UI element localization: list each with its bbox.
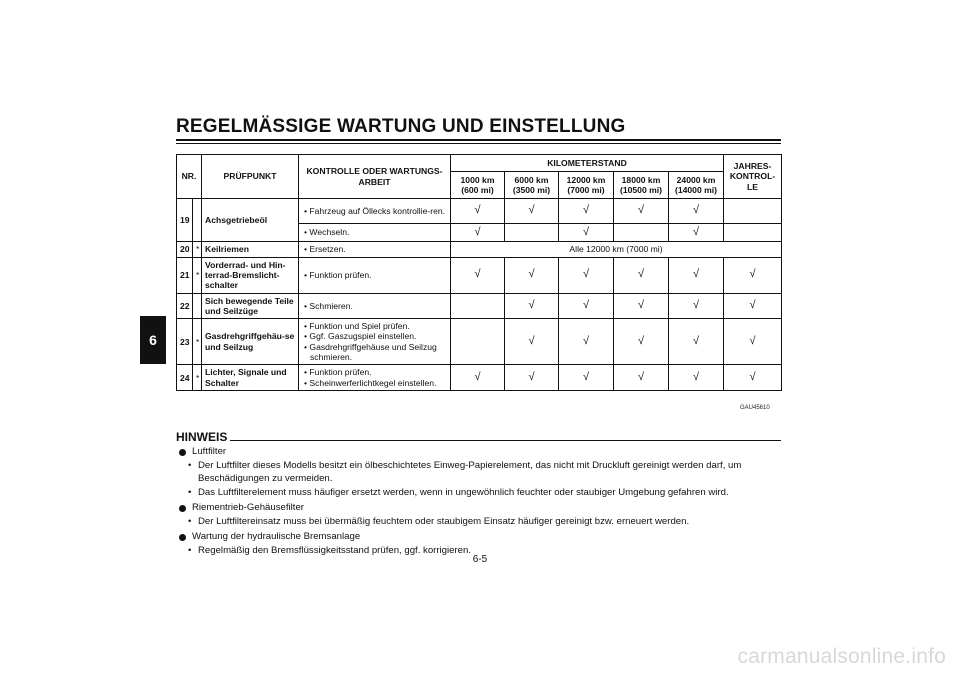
title-rule-thin (176, 143, 781, 144)
page-number: 6-5 (472, 554, 488, 565)
interval-1000: 1000 km (600 mi) (451, 172, 505, 199)
header-nr: NR. (177, 155, 202, 199)
check-mark: √ (451, 199, 505, 224)
list-item: • Das Luftfilterelement muss häufiger ersetzt werden, wenn in ungewöhnlich feuchter oder staubiger Umgebung gefahren wird. (188, 486, 729, 498)
table-row: 19 Achsgetriebeöl • Fahrzeug auf Öllecks kontrollie-ren. √ √ √ √ √ (177, 199, 782, 224)
interval-18000: 18000 km (10500 mi) (614, 172, 669, 199)
item-label: Gasdrehgriffgehäu-se und Seilzug (202, 319, 299, 365)
check-mark: √ (559, 293, 614, 319)
check-mark: √ (451, 257, 505, 293)
watermark: carmanualsonline.info (737, 645, 946, 668)
table-row: 24 * Lichter, Signale und Schalter • Funktion prüfen. • Scheinwerferlichtkegel einstellen. √ √ √ √ √ √ (177, 365, 782, 391)
check-mark: √ (451, 365, 505, 391)
bullet-dot-icon (179, 449, 186, 456)
table-row: 22 Sich bewegende Teile und Seilzüge • Schmieren. √ √ √ √ √ (177, 293, 782, 319)
check-mark: √ (669, 199, 724, 224)
note-air-filter: Luftfilter • Der Luftfilter dieses Modells besitzt ein ölbeschichtetes Einweg-Papierelement, das nicht mit Druckluft gereinigt werden darf, um Beschädigungen zu vermeiden. • Das Luftfilterelement muss häufiger ersetzt werden, wenn in ungewöhnlich feuchter oder staubiger Umgebung gefahren wird. (176, 446, 781, 500)
table-row: • Wechseln. √ √ √ (177, 224, 782, 242)
maintenance-table (176, 154, 782, 391)
header-action: KONTROLLE ODER WARTUNGS-ARBEIT (299, 155, 451, 199)
check-mark: √ (505, 319, 559, 365)
check-mark: √ (559, 224, 614, 242)
check-mark: √ (669, 257, 724, 293)
check-mark: √ (559, 319, 614, 365)
list-item: • Regelmäßig den Bremsflüssigkeitsstand prüfen, ggf. korrigieren. (188, 544, 472, 556)
interval-12000: 12000 km (7000 mi) (559, 172, 614, 199)
item-label: Achsgetriebeöl (202, 199, 299, 242)
title-rule (176, 139, 781, 141)
note-belt-housing-filter: Riementrieb-Gehäusefilter • Der Luftfiltereinsatz muss bei übermäßig feuchtem oder staubigem Einsatz häufiger gereinigt bzw. erneuert werden. (176, 502, 781, 529)
table-row: 23 * Gasdrehgriffgehäu-se und Seilzug • Funktion und Spiel prüfen. • Ggf. Gaszugspiel einstellen. • Gasdrehgriffgehäuse und Seilzug schmieren. √ √ √ √ √ (177, 319, 782, 365)
check-mark: √ (724, 293, 782, 319)
list-item: • Der Luftfiltereinsatz muss bei übermäßig feuchtem oder staubigem Einsatz häufiger gereinigt bzw. erneuert werden. (188, 515, 690, 527)
interval-24000: 24000 km (14000 mi) (669, 172, 724, 199)
page-title: REGELMÄSSIGE WARTUNG UND EINSTELLUNG (176, 116, 626, 137)
list-item: • Der Luftfilter dieses Modells besitzt ein ölbeschichtetes Einweg-Papierelement, das nicht mit Druckluft gereinigt werden darf, um Beschädigungen zu vermeiden. (188, 459, 742, 484)
item-label: Keilriemen (202, 242, 299, 257)
check-mark: √ (669, 365, 724, 391)
check-mark: √ (505, 293, 559, 319)
check-mark: √ (451, 224, 505, 242)
notes-section (176, 446, 781, 560)
check-mark: √ (614, 365, 669, 391)
check-mark: √ (505, 365, 559, 391)
header-kilometerstand: KILOMETERSTAND (451, 155, 724, 172)
header-annual: JAHRES-KONTROL-LE (724, 155, 782, 199)
table-row: 20 * Keilriemen • Ersetzen. Alle 12000 km (7000 mi) (177, 242, 782, 257)
check-mark: √ (559, 199, 614, 224)
check-mark: √ (669, 319, 724, 365)
table-row: 21 * Vorderrad- und Hin-terrad-Bremslicht-schalter • Funktion prüfen. √ √ √ √ √ √ (177, 257, 782, 293)
check-mark: √ (724, 319, 782, 365)
interval-note: Alle 12000 km (7000 mi) (451, 242, 782, 257)
check-mark: √ (669, 293, 724, 319)
item-label: Lichter, Signale und Schalter (202, 365, 299, 391)
check-mark: √ (505, 257, 559, 293)
check-mark: √ (614, 257, 669, 293)
check-mark: √ (614, 199, 669, 224)
item-label: Sich bewegende Teile und Seilzüge (202, 293, 299, 319)
check-mark: √ (614, 319, 669, 365)
check-mark: √ (614, 293, 669, 319)
chapter-tab: 6 (140, 316, 166, 364)
item-label: Vorderrad- und Hin-terrad-Bremslicht-schalter (202, 257, 299, 293)
note-heading: HINWEIS (176, 430, 228, 444)
check-mark: √ (559, 257, 614, 293)
check-mark: √ (505, 199, 559, 224)
interval-6000: 6000 km (3500 mi) (505, 172, 559, 199)
note-brake-system: Wartung der hydraulische Bremsanlage • Regelmäßig den Bremsflüssigkeitsstand prüfen, ggf. korrigieren. (176, 531, 781, 558)
bullet-dot-icon (179, 505, 186, 512)
check-mark: √ (724, 257, 782, 293)
check-mark: √ (559, 365, 614, 391)
check-mark: √ (669, 224, 724, 242)
bullet-dot-icon (179, 534, 186, 541)
header-item: PRÜFPUNKT (202, 155, 299, 199)
check-mark: √ (724, 365, 782, 391)
reference-code: GAU45610 (740, 405, 770, 411)
note-rule (230, 440, 781, 441)
